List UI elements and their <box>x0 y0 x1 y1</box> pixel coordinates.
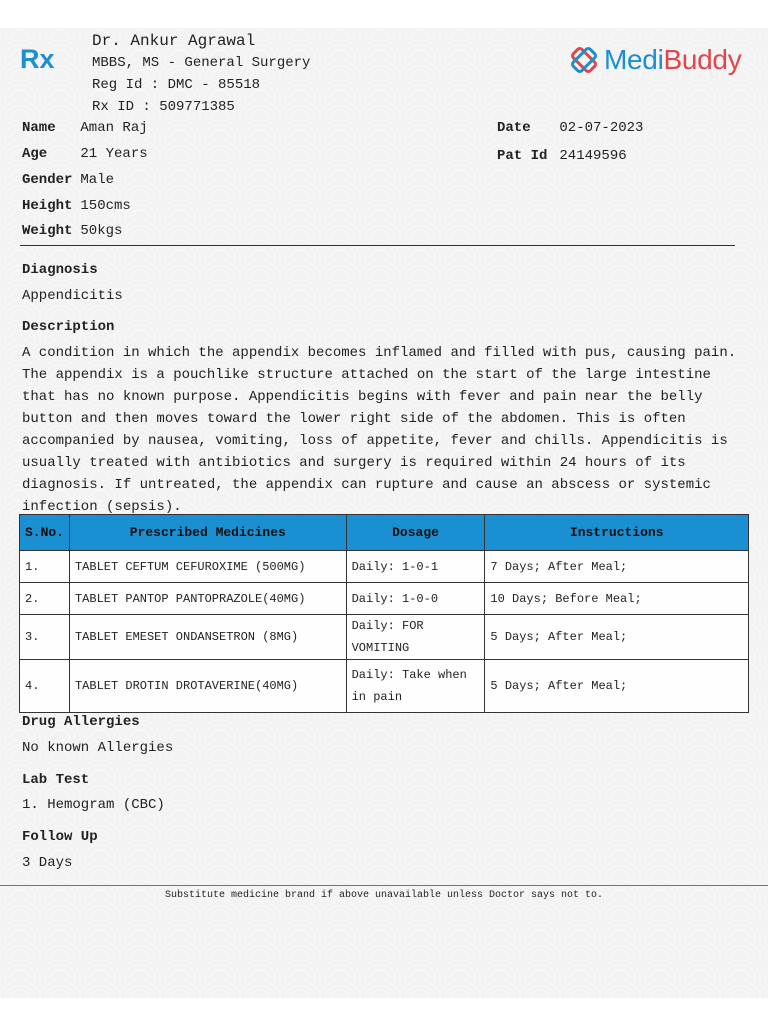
header-divider <box>20 245 735 246</box>
doctor-name: Dr. Ankur Agrawal <box>92 32 256 50</box>
col-header-instructions: Instructions <box>485 515 749 551</box>
name-label: Name <box>22 120 56 136</box>
patient-name: Aman Raj <box>80 120 148 136</box>
cell-sno: 3. <box>20 615 70 660</box>
patient-age-row <box>22 146 148 162</box>
description-text: A condition in which the appendix becomes inflamed and filled with pus, causing pain. The appendix is a pouchlike structure attached on the start of the large intestine that has no known purpose. Appendicitis begins with fever and pain near the belly button and then moves toward the lower right side of the abdomen. This is often accompanied by nausea, vomiting, loss of appetite, fever and chills. Appendicitis is usually treated with antibiotics and surgery is required within 24 hours of its diagnosis. If untreated, the appendix can rupture and cause an abscess or systemic infection (sepsis). <box>22 345 737 515</box>
cell-instructions: 7 Days; After Meal; <box>485 551 749 583</box>
doctor-reg-id: Reg Id : DMC - 85518 <box>92 77 261 93</box>
rx-id: Rx ID : 509771385 <box>92 99 235 115</box>
cell-medicine: TABLET CEFTUM CEFUROXIME (500MG) <box>69 551 346 583</box>
prescription-date: 02-07-2023 <box>559 120 644 136</box>
patient-age: 21 Years <box>80 146 148 162</box>
patient-gender-row <box>22 172 114 188</box>
medicines-table <box>19 514 749 713</box>
date-label: Date <box>497 120 531 136</box>
doctor-info <box>92 30 310 118</box>
logo-wordmark <box>604 44 741 76</box>
patient-weight-row <box>22 223 122 239</box>
cell-sno: 1. <box>20 551 70 583</box>
bottom-margin <box>0 998 768 1024</box>
patient-name-row <box>22 120 148 136</box>
follow-up-value: 3 Days <box>22 855 73 871</box>
cell-instructions: 5 Days; After Meal; <box>485 660 749 713</box>
footer-divider <box>0 885 768 886</box>
description-title: Description <box>22 319 115 335</box>
logo-medi: Medi <box>604 44 664 75</box>
doctor-qualification: MBBS, MS - General Surgery <box>92 55 311 71</box>
medicines-header-row <box>20 515 749 551</box>
patient-height: 150cms <box>80 198 131 214</box>
cell-dosage: Daily: FOR VOMITING <box>346 615 485 660</box>
drug-allergies-title: Drug Allergies <box>22 714 140 730</box>
cell-medicine: TABLET DROTIN DROTAVERINE(40MG) <box>69 660 346 713</box>
table-row <box>20 615 749 660</box>
table-row <box>20 660 749 713</box>
lab-test-title: Lab Test <box>22 772 90 788</box>
table-row <box>20 551 749 583</box>
pat-id-row <box>497 148 627 164</box>
medibuddy-logo <box>566 40 741 80</box>
age-label: Age <box>22 146 48 162</box>
logo-buddy: Buddy <box>663 44 742 75</box>
patient-height-row <box>22 198 131 214</box>
cell-sno: 2. <box>20 583 70 615</box>
top-margin <box>0 0 768 28</box>
cell-medicine: TABLET EMESET ONDANSETRON (8MG) <box>69 615 346 660</box>
date-row <box>497 120 643 136</box>
drug-allergies-value: No known Allergies <box>22 740 174 756</box>
col-header-dosage: Dosage <box>346 515 485 551</box>
height-label: Height <box>22 198 73 214</box>
medibuddy-logo-icon <box>566 42 602 78</box>
col-header-medicine: Prescribed Medicines <box>69 515 346 551</box>
gender-label: Gender <box>22 172 73 188</box>
cell-sno: 4. <box>20 660 70 713</box>
patient-id: 24149596 <box>559 148 627 164</box>
diagnosis-title: Diagnosis <box>22 262 98 278</box>
diagnosis-value: Appendicitis <box>22 288 123 304</box>
cell-instructions: 10 Days; Before Meal; <box>485 583 749 615</box>
rx-symbol: Rx <box>20 44 55 74</box>
cell-instructions: 5 Days; After Meal; <box>485 615 749 660</box>
weight-label: Weight <box>22 223 73 239</box>
footer-note: Substitute medicine brand if above unavailable unless Doctor says not to. <box>164 890 604 901</box>
table-row <box>20 583 749 615</box>
cell-medicine: TABLET PANTOP PANTOPRAZOLE(40MG) <box>69 583 346 615</box>
col-header-sno: S.No. <box>20 515 70 551</box>
patient-gender: Male <box>80 172 115 188</box>
patient-weight: 50kgs <box>80 223 123 239</box>
follow-up-title: Follow Up <box>22 829 98 845</box>
cell-dosage: Daily: 1-0-1 <box>346 551 485 583</box>
cell-dosage: Daily: 1-0-0 <box>346 583 485 615</box>
pat-id-label: Pat Id <box>497 148 548 164</box>
cell-dosage: Daily: Take when in pain <box>346 660 485 713</box>
lab-test-value: 1. Hemogram (CBC) <box>22 797 165 813</box>
